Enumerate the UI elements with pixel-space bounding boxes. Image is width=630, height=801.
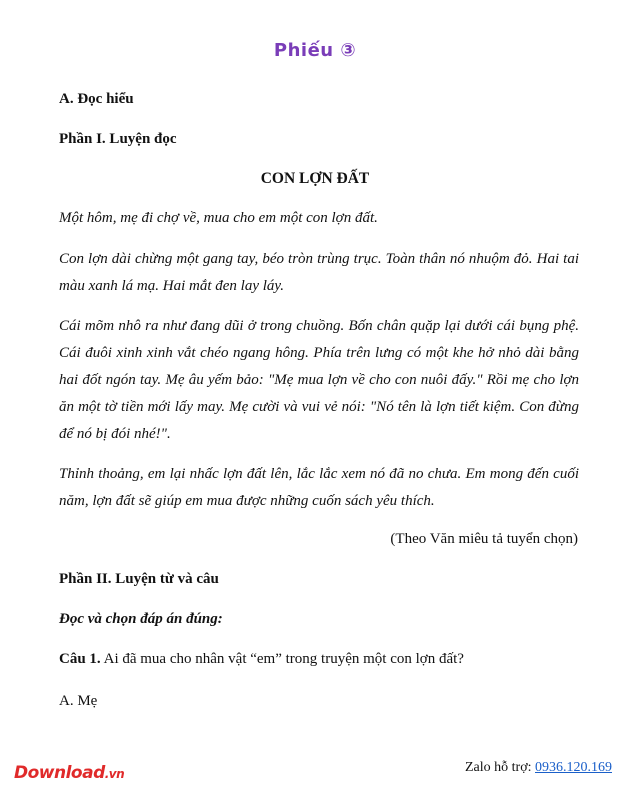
part-1-heading: Phần I. Luyện đọc [59,131,177,147]
section-a-heading: A. Đọc hiểu [59,91,134,107]
worksheet-title: Phiếu ③ [273,40,357,61]
story-source: (Theo Văn miêu tả tuyển chọn) [390,531,578,547]
story-paragraph-3: Cái mõm nhô ra như đang dũi ở trong chuồng. Bốn chân quặp lại dưới cái bụng phệ. Cái đuôi xinh xinh vắt chéo ngang hông. Phía trên lưng có một khe hở nhỏ dài bằng hai đốt ngón tay. Mẹ âu yếm bảo: "Mẹ mua lợn về cho con nuôi đấy." Rồi mẹ cho lợn ăn một tờ tiền mới lấy may. Mẹ cười và vui vẻ nói: "Nó tên là lợn tiết kiệm. Con đừng để nó bị đói nhé!". [59,318,579,442]
question-label: Câu 1. [59,651,101,667]
answer-option-a[interactable]: A. Mẹ [59,693,98,709]
download-logo[interactable] [14,763,124,783]
support-contact [465,760,612,776]
story-paragraph-1: Một hôm, mẹ đi chợ về, mua cho em một con lợn đất. [59,210,378,226]
instruction-text: Đọc và chọn đáp án đúng: [59,611,223,627]
support-label: Zalo hỗ trợ: [465,760,535,775]
part-2-heading: Phần II. Luyện từ và câu [59,571,219,587]
story-paragraph-4: Thỉnh thoảng, em lại nhấc lợn đất lên, lắc lắc xem nó đã no chưa. Em mong đến cuối năm, lợn đất sẽ giúp em mua được những cuốn sách yêu thích. [59,466,579,509]
support-phone-link[interactable]: 0936.120.169 [535,760,612,775]
logo-tld: .vn [104,767,125,781]
question-text: Ai đã mua cho nhân vật “em” trong truyện một con lợn đất? [100,651,464,667]
logo-main: Download [14,763,105,783]
question-1 [59,651,464,668]
story-title: CON LỢN ĐẤT [260,170,370,187]
story-paragraph-2: Con lợn dài chừng một gang tay, béo tròn trùng trục. Toàn thân nó nhuộm đỏ. Hai tai màu xanh lá mạ. Hai mắt đen lay láy. [59,251,579,294]
